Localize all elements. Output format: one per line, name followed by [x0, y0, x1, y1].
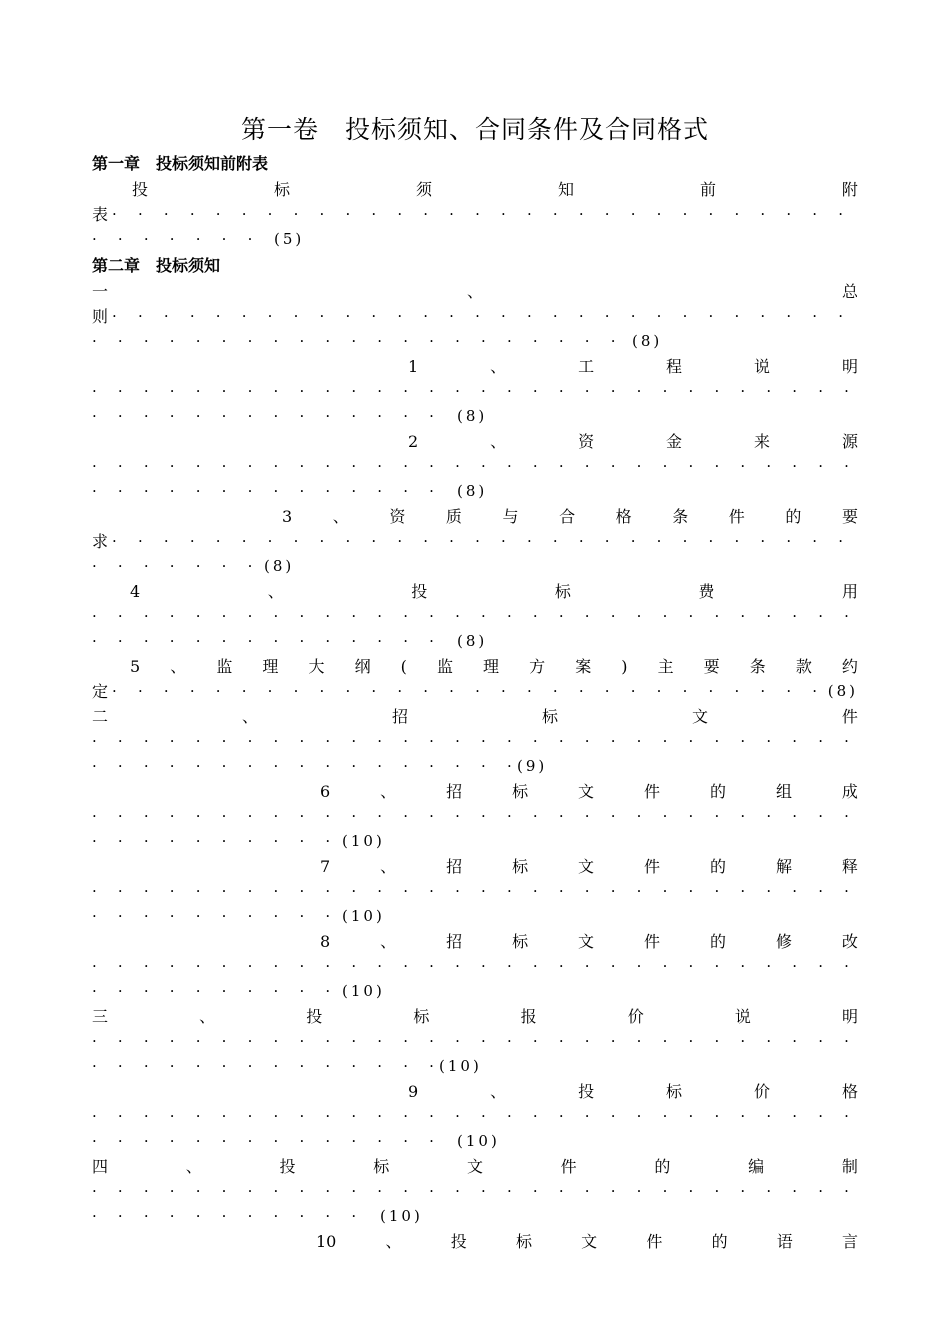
dot-leader: [92, 1204, 378, 1229]
page-number: (10): [342, 982, 385, 1000]
toc-entry[interactable]: [92, 1154, 858, 1229]
page-number: (10): [439, 1057, 482, 1075]
page-number: (10): [342, 832, 385, 850]
dot-leader: [92, 879, 858, 904]
dot-leader: [112, 529, 858, 554]
page-number: (5): [274, 230, 305, 248]
page-number: (8): [632, 332, 663, 350]
toc-entry[interactable]: [92, 1004, 858, 1079]
dot-leader: [92, 729, 858, 754]
dot-leader: [92, 554, 262, 579]
page-number: (8): [827, 682, 858, 700]
toc-entry[interactable]: [92, 1079, 858, 1154]
toc-entry[interactable]: [92, 854, 858, 929]
page-number: (10): [380, 1207, 423, 1225]
toc-entry-title: 四 、 投 标 文 件 的 编 制: [92, 1157, 858, 1176]
toc-entry-title: 2 、 资 金 来 源: [408, 432, 858, 451]
page-title: 第一卷 投标须知、合同条件及合同格式: [240, 115, 709, 144]
toc-entry-title: 4 、 投 标 费 用: [130, 582, 858, 601]
toc-entry[interactable]: [92, 429, 858, 504]
dot-leader: [92, 1029, 858, 1054]
dot-leader: [92, 1179, 858, 1204]
toc-entry-title: 8 、 招 标 文 件 的 修 改: [320, 932, 858, 951]
toc-entry-title: 三 、 投 标 报 价 说 明: [92, 1007, 858, 1026]
dot-leader: [92, 804, 858, 829]
toc-entry-title: 6 、 招 标 文 件 的 组 成: [320, 782, 858, 801]
page-number: (8): [457, 482, 488, 500]
toc-entry-title: 投 标 须 知 前 附: [132, 180, 858, 199]
page-number: (10): [342, 907, 385, 925]
dot-leader: [92, 1104, 858, 1129]
chapter-heading[interactable]: 第二章 投标须知: [92, 256, 221, 275]
dot-leader: [92, 754, 515, 779]
dot-leader: [92, 1129, 455, 1154]
toc-entry[interactable]: 一 、 总 则 · · · · · · (8): [92, 279, 858, 354]
page-number: (9): [517, 757, 548, 775]
toc-entry-title: 3 、 资 质 与 合 格 条 件 的 要: [282, 507, 858, 526]
dot-leader: [92, 604, 858, 629]
toc-entry[interactable]: [92, 354, 858, 429]
dot-leader: [92, 227, 272, 252]
page-number: (8): [457, 407, 488, 425]
toc-entry-title: 一 、 总: [92, 282, 858, 301]
dot-leader: [92, 329, 630, 354]
dot-leader: [112, 679, 826, 704]
dot-leader: [92, 979, 340, 1004]
toc-entry-title: 7 、 招 标 文 件 的 解 释: [320, 857, 858, 876]
dot-leader: [112, 202, 858, 227]
dot-leader: [92, 479, 455, 504]
dot-leader: [92, 1054, 437, 1079]
toc-entry[interactable]: [92, 704, 858, 779]
dot-leader: [92, 954, 858, 979]
dot-leader: [92, 454, 858, 479]
dot-leader: [92, 904, 340, 929]
dot-leader: [112, 304, 858, 329]
page-number: (10): [457, 1132, 500, 1150]
toc-entry-title: 二 、 招 标 文 件: [92, 707, 858, 726]
dot-leader: [92, 629, 455, 654]
toc-entry-title: 1 、 工 程 说 明: [408, 357, 858, 376]
toc-entry[interactable]: 3 、 资 质 与 合 格 条 件 的 要 求 · · · · · · (8): [92, 504, 858, 579]
dot-leader: [92, 829, 340, 854]
toc-entry[interactable]: 5 、 监 理 大 纲 ( 监 理 方 案 ) 主 要 条 款 约 定 · · · (8): [92, 654, 858, 704]
dot-leader: [92, 379, 858, 404]
toc-entry-title: 9 、 投 标 价 格: [408, 1082, 858, 1101]
page-number: (8): [457, 632, 488, 650]
toc-entry-title: 5 、 监 理 大 纲 ( 监 理 方 案 ) 主 要 条 款 约: [130, 657, 858, 676]
toc-entry[interactable]: 投 标 须 知 前 附 表 · · · · · · (5): [92, 177, 858, 252]
chapter-heading[interactable]: 第一章 投标须知前附表: [92, 154, 269, 173]
toc-entry[interactable]: [92, 779, 858, 854]
toc-entry[interactable]: [92, 929, 858, 1004]
toc-entry[interactable]: [92, 1229, 858, 1254]
dot-leader: [92, 404, 455, 429]
toc-entry-title: 10 、 投 标 文 件 的 语 言: [316, 1232, 858, 1251]
page-number: (8): [264, 557, 295, 575]
toc-entry[interactable]: [92, 579, 858, 654]
table-of-contents: [92, 150, 858, 1254]
